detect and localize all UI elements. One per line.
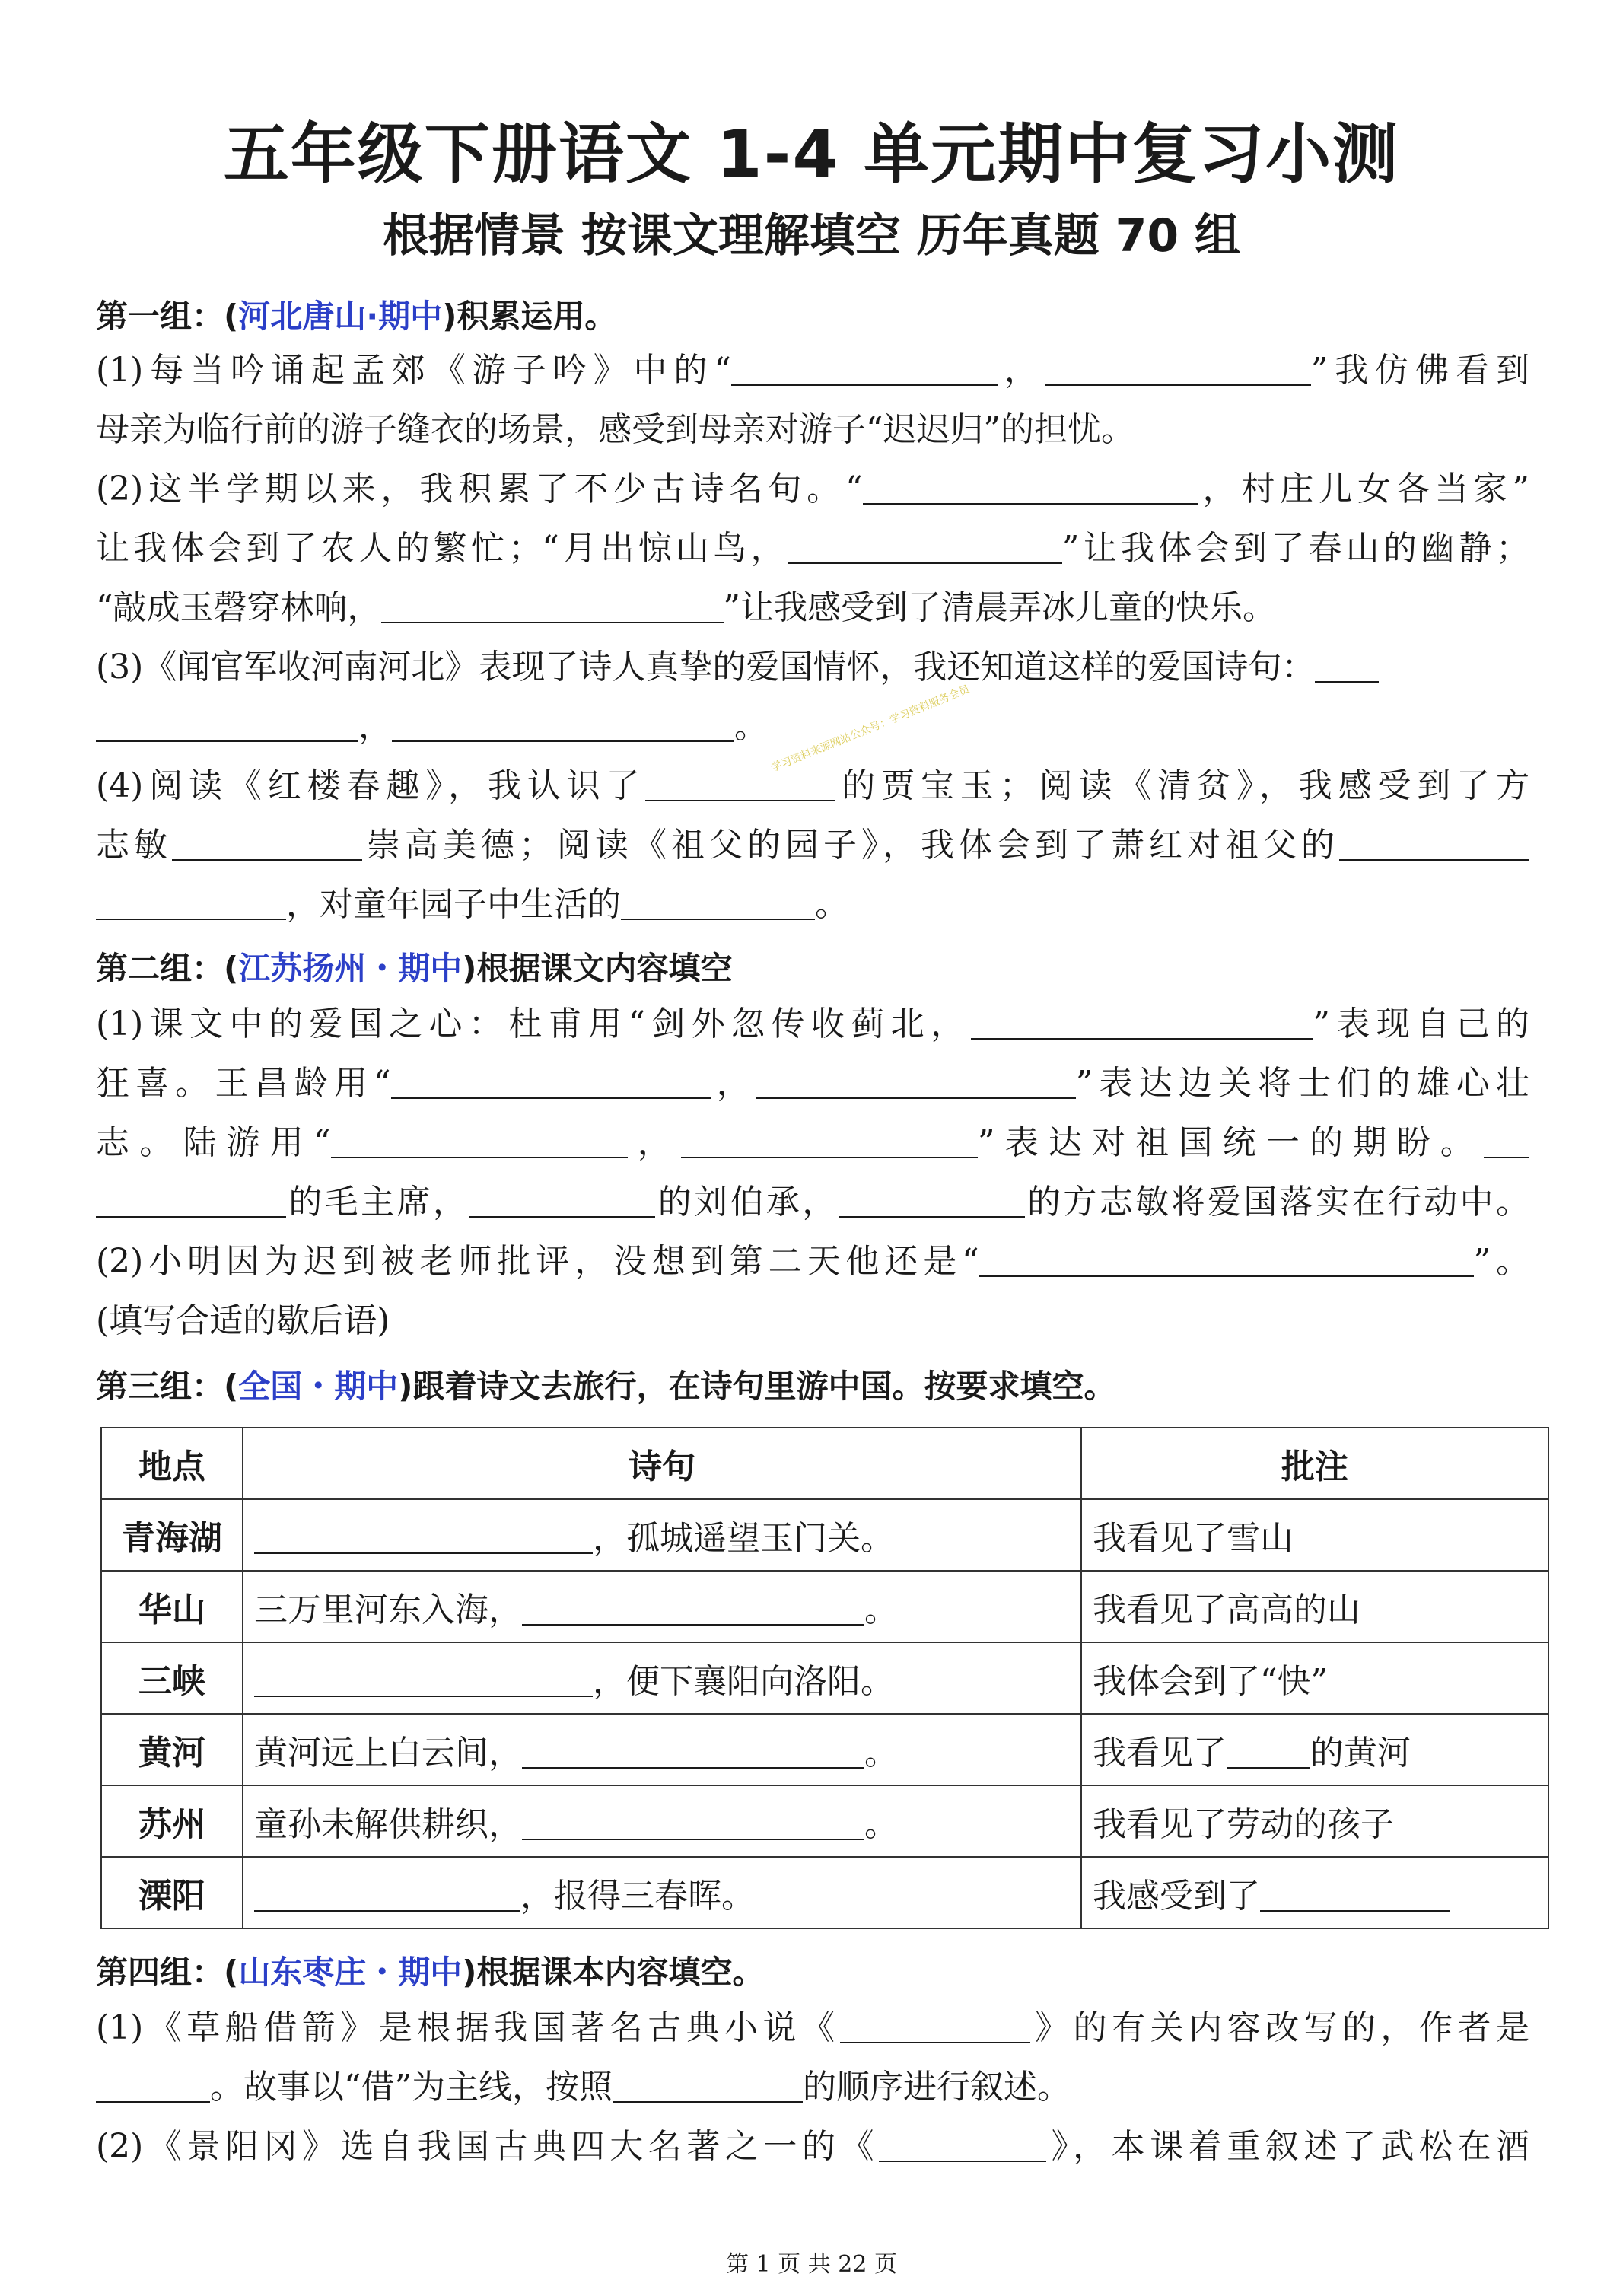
group-source: 江苏扬州・期中 — [238, 950, 463, 987]
answer-blank[interactable] — [331, 1126, 628, 1158]
group4-line-2: 。故事以“借”为主线，按照 的顺序进行叙述。 — [96, 2063, 1071, 2112]
answer-blank[interactable] — [731, 354, 998, 386]
table-row — [101, 1499, 1548, 1571]
group4-line-1: (1)《草船借箭》是根据我国著名古典小说《 》的有关内容改写的，作者是 — [96, 2008, 1530, 2047]
answer-blank[interactable] — [254, 1665, 593, 1697]
poem-table — [100, 1427, 1549, 1929]
answer-blank[interactable] — [1227, 1737, 1310, 1769]
column-header: 地点 — [101, 1428, 243, 1499]
place-cell: 华山 — [101, 1571, 243, 1642]
answer-blank[interactable] — [1045, 354, 1311, 386]
verse-cell: ，报得三春晖。 — [243, 1857, 1081, 1928]
table-row — [101, 1571, 1548, 1642]
group1-line-8: (4)阅读《红楼春趣》，我认识了 的贾宝玉；阅读《清贫》，我感受到了方 — [96, 766, 1530, 805]
place-cell: 苏州 — [101, 1785, 243, 1857]
group2-line-2: 狂喜。王昌龄用“ ， ”表达边关将士们的雄心壮 — [96, 1064, 1530, 1103]
page-title: 五年级下册语文 1-4 单元期中复习小测 — [223, 116, 1400, 193]
note-cell: 我看见了 的黄河 — [1081, 1714, 1548, 1785]
answer-blank[interactable] — [621, 888, 815, 920]
group2-line-6: (填写合适的歇后语) — [96, 1301, 390, 1340]
group2-line-4: 的毛主席， 的刘伯承， 的方志敏将爱国落实在行动中。 — [96, 1178, 1529, 1227]
answer-blank[interactable] — [254, 1880, 520, 1912]
place-cell: 青海湖 — [101, 1499, 243, 1571]
answer-blank[interactable] — [469, 1186, 655, 1218]
group1-line-5: “敲成玉磬穿林响， ”让我感受到了清晨弄冰儿童的快乐。 — [96, 588, 1276, 627]
verse-cell: 三万里河东入海， 。 — [243, 1571, 1081, 1642]
answer-blank[interactable] — [1339, 829, 1529, 861]
table-row — [101, 1857, 1548, 1928]
answer-blank[interactable] — [840, 2011, 1030, 2043]
answer-blank[interactable] — [863, 473, 1198, 505]
answer-blank[interactable] — [979, 1245, 1474, 1277]
group-source: 山东枣庄・期中 — [238, 1954, 463, 1991]
column-header: 批注 — [1081, 1428, 1548, 1499]
group2-line-1: (1)课文中的爱国之心：杜甫用“剑外忽传收蓟北， ”表现自己的 — [96, 1005, 1529, 1043]
answer-blank[interactable] — [172, 829, 362, 861]
group-source: 全国・期中 — [238, 1368, 399, 1405]
answer-blank[interactable] — [839, 1186, 1025, 1218]
answer-blank[interactable] — [522, 1737, 864, 1769]
answer-blank[interactable] — [96, 2071, 210, 2103]
answer-blank[interactable] — [1260, 1880, 1450, 1912]
group-label: 第一组： — [96, 298, 224, 335]
answer-blank[interactable] — [381, 591, 724, 623]
group-label: 第二组： — [96, 950, 224, 987]
note-cell: 我看见了劳动的孩子 — [1081, 1785, 1548, 1857]
place-cell: 三峡 — [101, 1642, 243, 1714]
verse-cell: ，孤城遥望玉门关。 — [243, 1499, 1081, 1571]
answer-blank[interactable] — [392, 710, 734, 742]
note-cell: 我看见了高高的山 — [1081, 1571, 1548, 1642]
group-label: 第四组： — [96, 1954, 224, 1991]
answer-blank[interactable] — [254, 1522, 593, 1554]
group1-line-6: (3)《闻官军收河南河北》表现了诗人真挚的爱国情怀，我还知道这样的爱国诗句： — [96, 643, 1379, 692]
group1-line-3: (2)这半学期以来，我积累了不少古诗名句。“ ，村庄儿女各当家” — [96, 470, 1529, 508]
answer-blank[interactable] — [96, 710, 358, 742]
group4-heading: 第四组：(山东枣庄・期中)根据课本内容填空。 — [96, 1954, 765, 1991]
table-row — [101, 1785, 1548, 1857]
group2-line-5: (2)小明因为迟到被老师批评，没想到第二天他还是“ ”。 — [96, 1242, 1529, 1281]
place-cell: 黄河 — [101, 1714, 243, 1785]
answer-blank[interactable] — [522, 1808, 864, 1840]
table-row — [101, 1714, 1548, 1785]
group1-line-1: (1)每当吟诵起孟郊《游子吟》中的“ ， ”我仿佛看到 — [96, 351, 1530, 390]
answer-blank[interactable] — [1484, 1126, 1529, 1158]
answer-blank[interactable] — [645, 769, 835, 801]
note-cell: 我感受到了 — [1081, 1857, 1548, 1928]
group4-line-3: (2)《景阳冈》选自我国古典四大名著之一的《 》，本课着重叙述了武松在酒 — [96, 2127, 1530, 2166]
column-header: 诗句 — [243, 1428, 1081, 1499]
group-task: 根据课文内容填空 — [476, 950, 733, 987]
answer-blank[interactable] — [613, 2071, 803, 2103]
answer-blank[interactable] — [756, 1067, 1076, 1099]
place-cell: 溧阳 — [101, 1857, 243, 1928]
group-source: 河北唐山·期中 — [238, 298, 443, 335]
verse-cell: 童孙未解供耕织， 。 — [243, 1785, 1081, 1857]
group1-line-10: ，对童年园子中生活的 。 — [96, 881, 848, 929]
group1-line-9: 志敏 崇高美德；阅读《祖父的园子》，我体会到了萧红对祖父的 — [96, 821, 1529, 870]
page-subtitle: 根据情景 按课文理解填空 历年真题 70 组 — [382, 209, 1241, 263]
answer-blank[interactable] — [96, 1186, 286, 1218]
answer-blank[interactable] — [971, 1008, 1313, 1040]
table-row — [101, 1642, 1548, 1714]
answer-blank[interactable] — [96, 888, 286, 920]
group3-heading: 第三组：(全国・期中)跟着诗文去旅行，在诗句里游中国。按要求填空。 — [96, 1368, 1116, 1405]
verse-cell: ，便下襄阳向洛阳。 — [243, 1642, 1081, 1714]
group-task: 根据课本内容填空。 — [476, 1954, 765, 1991]
table-header-row — [101, 1428, 1548, 1499]
answer-blank[interactable] — [522, 1594, 864, 1626]
note-cell: 我体会到了“快” — [1081, 1642, 1548, 1714]
group-task: 跟着诗文去旅行，在诗句里游中国。按要求填空。 — [412, 1368, 1116, 1405]
answer-blank[interactable] — [681, 1126, 978, 1158]
watermark: 学习资料来源网站公众号：学习资料服务会员 — [769, 683, 972, 775]
group-label: 第三组： — [96, 1368, 224, 1405]
answer-blank[interactable] — [1315, 651, 1379, 683]
note-cell: 我看见了雪山 — [1081, 1499, 1548, 1571]
group1-line-4: 让我体会到了农人的繁忙；“月出惊山鸟， ”让我体会到了春山的幽静； — [96, 529, 1529, 568]
group1-line-7: ， 。 — [96, 702, 768, 751]
group1-heading: 第一组：(河北唐山·期中)积累运用。 — [96, 298, 617, 335]
group2-line-3: 志。陆游用“ ， ”表达对祖国统一的期盼。 — [96, 1119, 1529, 1167]
verse-cell: 黄河远上白云间， 。 — [243, 1714, 1081, 1785]
answer-blank[interactable] — [788, 532, 1062, 564]
group2-heading: 第二组：(江苏扬州・期中)根据课文内容填空 — [96, 950, 733, 987]
group1-line-2: 母亲为临行前的游子缝衣的场景，感受到母亲对游子“迟迟归”的担忧。 — [96, 410, 1135, 449]
answer-blank[interactable] — [879, 2130, 1046, 2162]
answer-blank[interactable] — [391, 1067, 711, 1099]
page-footer: 第 1 页 共 22 页 — [726, 2251, 897, 2278]
group-task: 积累运用。 — [457, 298, 617, 335]
